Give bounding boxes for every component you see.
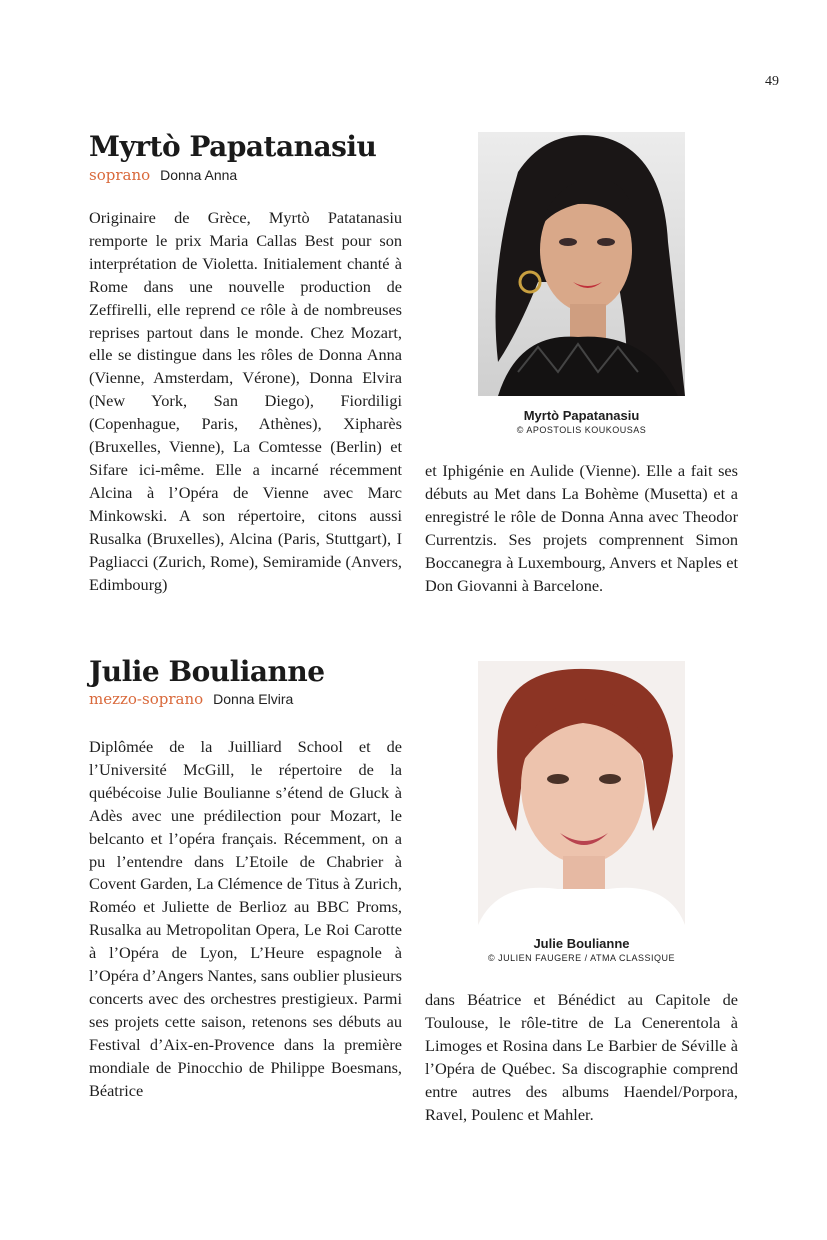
bio-column-right — [425, 989, 738, 1126]
photo-credit: © APOSTOLIS KOUKOUSAS — [516, 425, 647, 435]
bio-text: Diplômée de la Juilliard School et de l’Université McGill, le répertoire de la québécoise Julie Boulianne s’étend de Gluck à Adès avec une prédilection pour Mozart, le belcanto et l’opéra français. Récemment, on a pu l’entendre dans L’Etoile de Chabrier à Covent Garden, La Clémence de Titus à Zurich, Roméo et Juliette de Berlioz au BBC Proms, Rusalka au Metropolitan Opera, Le Roi Carotte à l’Opéra de Lyon, L’Heure espagnole à l’Opéra d’Angers Nantes, sans oublier plusieurs concerts avec des orchestres prestigieux. Parmi ses projets cette saison, retenons ses débuts au Festival d’Aix-en-Provence dans la première mondiale de Pinocchio de Philippe Boesmans, Béatrice — [89, 737, 402, 1100]
artist-photo — [478, 132, 685, 396]
photo-credit: © JULIEN FAUGERE / ATMA CLASSIQUE — [487, 953, 675, 963]
bio-text: Originaire de Grèce, Myrtò Patatanasiu remporte le prix Maria Callas Best pour son interprétation de Violetta. Initialement chanté à Rome dans une nouvelle production de Zeffirelli, elle reprend ce rôle à de nombreuses reprises partout dans le monde. Chez Mozart, elle se distingue dans les rôles de Donna Anna (Vienne, Amsterdam, Vérone), Donna Elvira (New York, San Diego), Fiordiligi (Copenhague, Paris, Athènes), Xipharès (Bruxelles, Vienne), La Comtesse (Berlin) et Sifare ici-même. Elle a incarné récemment Alcina à l’Opéra de Vienne avec Marc Minkowski. A son répertoire, citons aussi Rusalka (Bruxelles), Alcina (Paris, Stuttgart), I Pagliacci (Zurich, Rome), Semiramide (Anvers, Edimbourg) — [89, 208, 402, 594]
caption-name: Julie Boulianne — [533, 936, 630, 951]
artist-role-line — [89, 166, 237, 185]
artist-name: Julie Boulianne — [89, 655, 325, 688]
bio-text-continued: dans Béatrice et Bénédict au Capitole de Toulouse, le rôle-titre de La Cenerentola à Limoges et Rosina dans Le Barbier de Séville à l’Opéra de Québec. Sa discographie comprend entre autres des albums Haendel/Porpora, Ravel, Poulenc et Mahler. — [425, 990, 738, 1124]
portrait-icon — [478, 132, 685, 396]
voice-type: soprano — [89, 166, 151, 184]
photo-caption — [425, 408, 738, 435]
bio-column-left — [89, 207, 402, 596]
character-role: Donna Elvira — [213, 691, 294, 707]
artist-role-line — [89, 690, 293, 709]
portrait-icon — [478, 661, 685, 925]
voice-type: mezzo-soprano — [89, 690, 204, 708]
character-role: Donna Anna — [160, 167, 238, 183]
photo-caption — [425, 936, 738, 963]
bio-text-continued: et Iphigénie en Aulide (Vienne). Elle a fait ses débuts au Met dans La Bohème (Musetta) et a enregistré le rôle de Donna Anna avec Theodor Currentzis. Ses projets comprennent Simon Boccanegra à Luxembourg, Anvers et Naples et Don Giovanni à Barcelone. — [425, 461, 738, 595]
bio-column-right — [425, 460, 738, 597]
artist-photo — [478, 661, 685, 925]
caption-name: Myrtò Papatanasiu — [523, 408, 640, 423]
bio-column-left — [89, 736, 402, 1103]
page-number: 49 — [765, 74, 779, 89]
artist-name: Myrtò Papatanasiu — [89, 130, 377, 163]
